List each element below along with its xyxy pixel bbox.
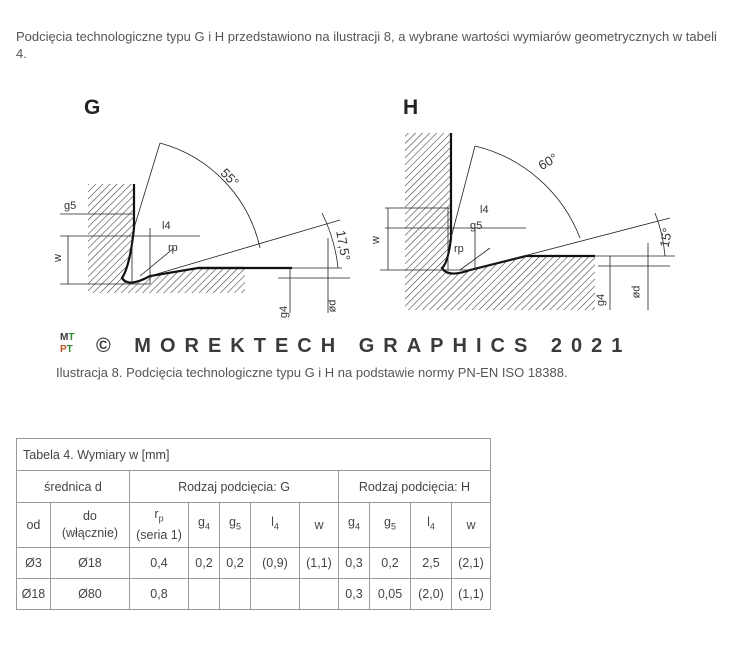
g-dim-g5: g5 [64, 200, 77, 212]
g-dim-w: w [51, 254, 64, 262]
g-dim-angle-17-5: 17,5° [333, 229, 354, 262]
label-g: G [84, 96, 101, 119]
col-h-g5: $g_5$ [370, 503, 411, 548]
cell: 0,2 [220, 548, 251, 579]
cell: 0,8 [130, 579, 189, 610]
g-dim-l4: l4 [162, 220, 171, 232]
h-hatched-part [405, 133, 595, 310]
table-row [17, 579, 491, 610]
col-h-w: w [452, 503, 491, 548]
cell: Ø3 [17, 548, 51, 579]
col-rp: $r_p$ (seria 1) [130, 503, 189, 548]
cell: Ø18 [50, 548, 129, 579]
h-dim-angle-60: 60° [535, 150, 561, 173]
col-g-w: w [300, 503, 339, 548]
illustration-caption: Ilustracja 8. Podcięcia technologiczne typu G i H na podstawie normy PN-EN ISO 18388. [56, 365, 568, 380]
moretech-logo: MT PT [60, 332, 75, 355]
cell: 0,4 [130, 548, 189, 579]
cell: (0,9) [251, 548, 300, 579]
col-h-l4: $l_4$ [411, 503, 452, 548]
watermark-text: © MOREKTECH GRAPHICS 2021 [96, 335, 632, 357]
header-diameter: średnica d [17, 471, 130, 503]
header-type-h: Rodzaj podcięcia: H [339, 471, 491, 503]
g-dim-rp: rp [168, 242, 178, 254]
g-dim-angle-55: 55° [217, 165, 243, 190]
undercut-drawing [50, 88, 690, 333]
cell: (1,1) [300, 548, 339, 579]
illustration-8 [50, 88, 690, 363]
cell: (1,1) [452, 579, 491, 610]
cell: 0,2 [189, 548, 220, 579]
h-dim-g4: g4 [595, 293, 608, 307]
h-profile [442, 133, 595, 274]
h-dim-angle-15: 15° [656, 226, 675, 249]
g-dim-g4: g4 [278, 305, 291, 319]
col-h-g4: $g_4$ [339, 503, 370, 548]
table-row [17, 548, 491, 579]
h-dim-rp: rp [454, 243, 464, 255]
h-dim-d: ød [630, 285, 643, 299]
cell: (2,1) [452, 548, 491, 579]
cell: 0,3 [339, 548, 370, 579]
cell: Ø18 [17, 579, 51, 610]
cell [251, 579, 300, 610]
label-h: H [403, 96, 419, 119]
g-dim-d: ød [326, 299, 339, 313]
cell: 0,3 [339, 579, 370, 610]
col-g-g5: $g_5$ [220, 503, 251, 548]
h-dim-l4: l4 [480, 204, 489, 216]
cell: 0,05 [370, 579, 411, 610]
cell: 2,5 [411, 548, 452, 579]
cell: 0,2 [370, 548, 411, 579]
col-od: od [17, 503, 51, 548]
cell [300, 579, 339, 610]
cell: (2,0) [411, 579, 452, 610]
col-g-l4: $l_4$ [251, 503, 300, 548]
h-dim-g5: g5 [470, 220, 483, 232]
cell [220, 579, 251, 610]
h-dim-w: w [369, 236, 382, 244]
watermark [60, 332, 700, 361]
col-g-g4: $g_4$ [189, 503, 220, 548]
header-type-g: Rodzaj podcięcia: G [130, 471, 339, 503]
table-title: Tabela 4. Wymiary w [mm] [17, 439, 491, 471]
g-hatched-part [88, 184, 245, 293]
intro-paragraph: Podcięcia technologiczne typu G i H przedstawiono na ilustracji 8, a wybrane wartości wymiarów geometrycznych w tabeli 4. [16, 29, 717, 61]
cell: Ø80 [50, 579, 129, 610]
cell [189, 579, 220, 610]
dimensions-table [16, 438, 491, 610]
col-do: do (włącznie) [50, 503, 129, 548]
